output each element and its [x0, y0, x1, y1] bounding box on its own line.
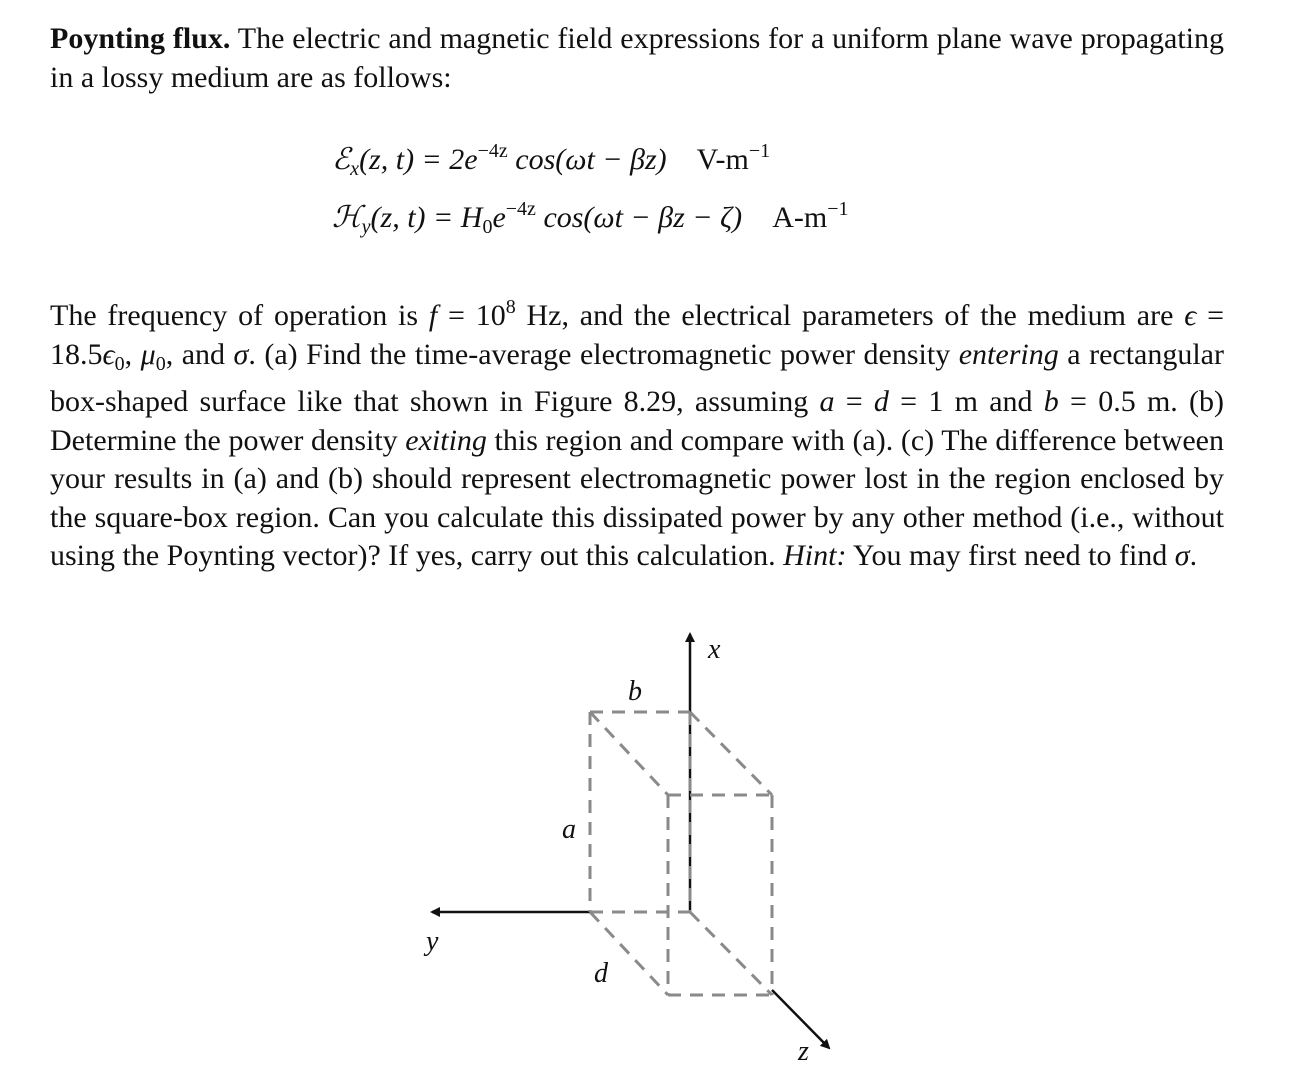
body-text-2: = 10	[437, 299, 506, 332]
body-text-12: this region and compare with (a). (c) The difference between your results in (a) and (b) should represent electromagnetic power lost in the region enclosed by the square-box region. Can you calculate this dissipated power by any other method (i.e., without using the Poynting vector)? If yes, carry out this calculation.	[50, 423, 1225, 572]
mu-subscript: 0	[155, 352, 166, 375]
symbol-f: f	[428, 299, 438, 332]
symbol-sigma: σ	[233, 337, 249, 371]
eq1-unit	[696, 140, 771, 176]
body-text-8: a rectangular box-shaped surface like that shown in Figure 8.29, assuming	[50, 337, 1224, 418]
label-a: a	[562, 814, 576, 845]
symbol-sigma-2: σ	[1174, 539, 1190, 572]
label-b: b	[628, 676, 642, 707]
label-z-axis: z	[798, 1036, 809, 1067]
problem-body	[50, 288, 1224, 576]
label-x-axis: x	[708, 634, 721, 665]
label-d: d	[594, 958, 608, 989]
symbol-mu: μ	[140, 337, 156, 371]
eq2-exponent: −4z	[505, 198, 536, 220]
body-text-14: .	[1189, 539, 1198, 572]
eq2-lhs: (z, t) = H	[370, 201, 483, 234]
eq1-unit-exponent: −1	[748, 140, 771, 162]
body-text-5: ,	[124, 337, 141, 371]
intro-text: The electric and magnetic field expressions for a uniform plane wave propagating in a lossy medium are as follows:	[50, 22, 1224, 94]
box-edge-depth-1	[590, 712, 668, 795]
problem-title: Poynting flux.	[50, 22, 231, 55]
symbol-epsilon: ϵ	[1184, 299, 1197, 332]
eq1-unit-text: V-m	[696, 143, 749, 176]
body-text-6: , and	[165, 337, 234, 371]
label-y-axis: y	[426, 926, 439, 957]
body-text-13: You may first need to find	[846, 539, 1175, 572]
body-text-3: Hz, and the electrical parameters of the medium are	[515, 299, 1185, 332]
hint-label: Hint:	[783, 539, 847, 572]
equation-magnetic-field	[332, 198, 848, 239]
eq2-e: e	[492, 201, 506, 234]
frequency-exponent: 8	[505, 296, 516, 318]
symbol-epsilon0: ϵ	[102, 337, 115, 371]
eq2-unit-exponent: −1	[827, 198, 849, 220]
eq2-unit	[772, 198, 849, 234]
eq1-exponent: −4z	[477, 140, 508, 162]
body-text-1: The frequency of operation is	[50, 299, 429, 332]
eq2-unit-text: A-m	[772, 201, 828, 234]
equation-electric-field	[332, 140, 770, 181]
eq1-lhs: (z, t) = 2e	[359, 143, 478, 176]
eq2-h0-subscript: 0	[482, 216, 493, 238]
problem-intro	[50, 20, 1224, 97]
eq2-rhs: cos(ωt − βz − ζ)	[535, 201, 743, 234]
symbol-a: a	[819, 385, 835, 418]
eq1-rhs: cos(ωt − βz)	[507, 143, 667, 176]
eq1-subscript: x	[350, 158, 360, 180]
emphasis-exiting: exiting	[405, 423, 487, 457]
eq2-subscript: y	[361, 216, 371, 238]
box-edge-depth-2	[690, 712, 772, 795]
body-text-7: . (a) Find the time-average electromagnetic power density	[248, 337, 959, 371]
emphasis-entering: entering	[958, 337, 1059, 371]
box-edge-depth-4	[690, 912, 772, 995]
body-text-4: = 18.5	[50, 299, 1224, 371]
magnetic-field-symbol: ℋ	[332, 200, 362, 235]
symbol-b: b	[1043, 385, 1059, 418]
electric-field-symbol: ℰ	[332, 142, 351, 177]
symbol-d: d	[873, 385, 889, 418]
epsilon0-subscript: 0	[114, 352, 125, 375]
box-figure	[400, 620, 880, 1080]
dashed-box	[590, 712, 772, 995]
body-text-10: = 1 m and	[888, 385, 1044, 418]
body-text-9: =	[834, 385, 874, 418]
body-text-11: = 0.5 m. (b) Determine the power density	[50, 385, 1225, 457]
